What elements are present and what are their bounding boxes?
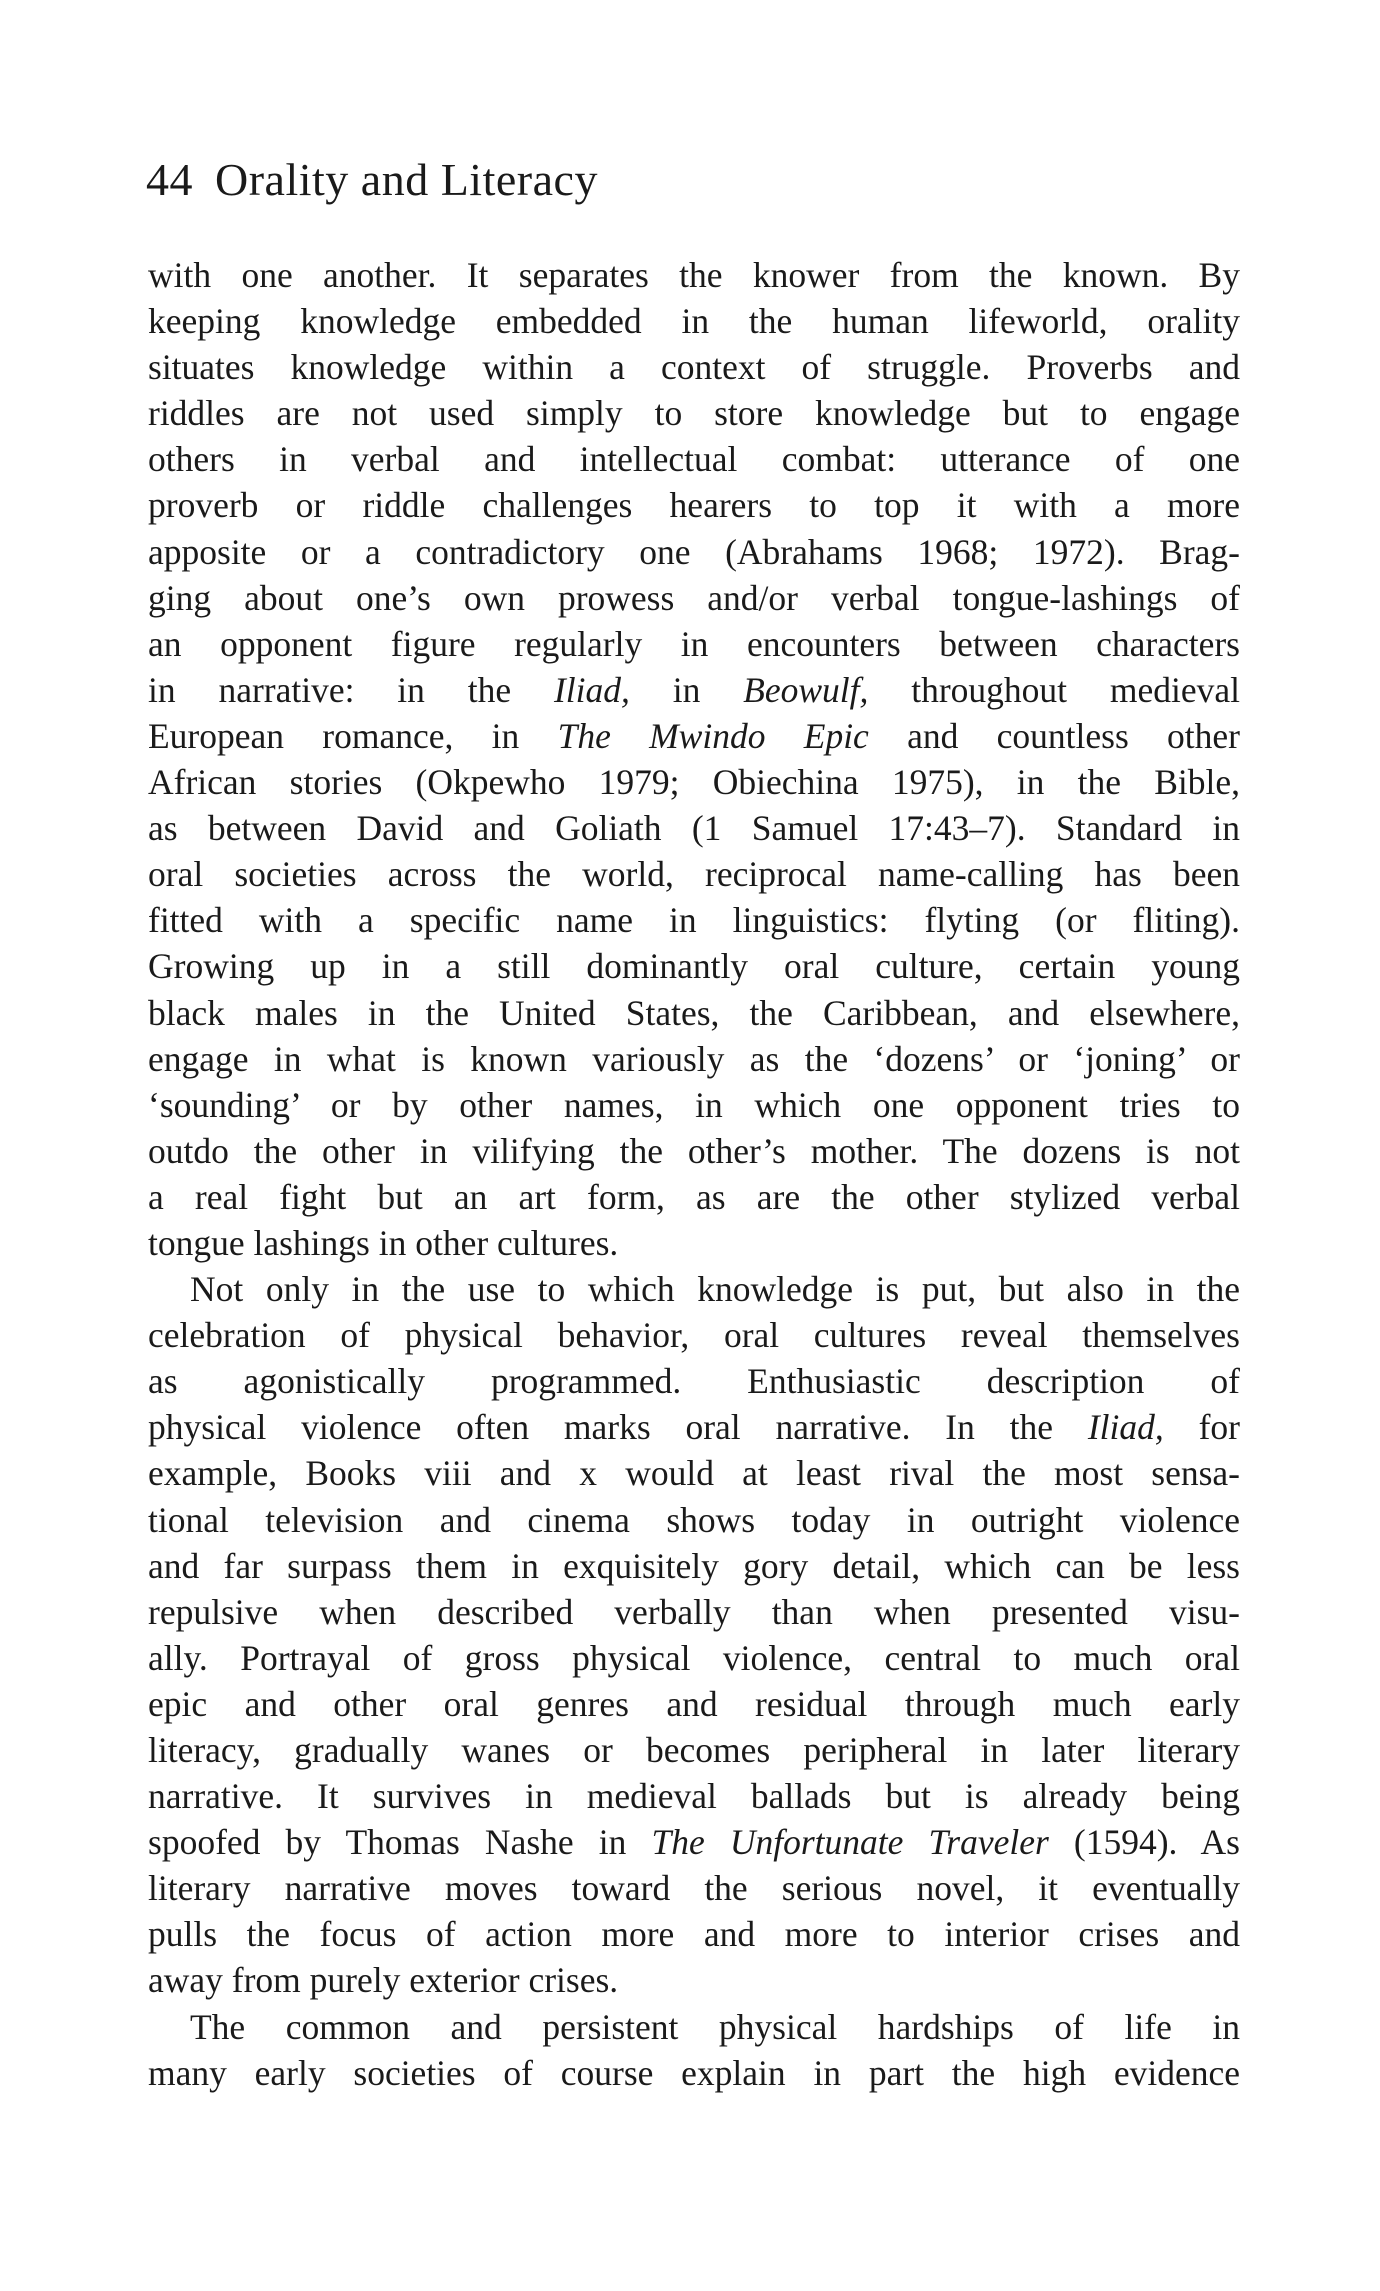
text-line [148, 851, 1240, 897]
text-run: African stories (Okpewho 1979; Obiechina 1975), in the Bible, [148, 762, 1240, 803]
text-line [148, 575, 1240, 621]
text-line [148, 1589, 1240, 1635]
text-run: others in verbal and intellectual combat: utterance of one [148, 439, 1240, 480]
body-text [148, 252, 1240, 2096]
text-line [148, 1957, 1240, 2003]
text-line [148, 805, 1240, 851]
text-run: ‘sounding’ or by other names, in which one opponent tries to [148, 1084, 1240, 1125]
text-run: repulsive when described verbally than when presented visu- [148, 1591, 1240, 1632]
italic-title: The Mwindo Epic [557, 715, 869, 756]
text-line [148, 1404, 1240, 1450]
text-run: physical violence often marks oral narrative. In the [148, 1407, 1088, 1448]
text-line [148, 1635, 1240, 1681]
text-line [148, 990, 1240, 1036]
text-line [148, 390, 1240, 436]
text-line [148, 1220, 1240, 1266]
text-line [148, 1358, 1240, 1404]
text-line [148, 2050, 1240, 2096]
page-number: 44 [146, 154, 193, 205]
running-head [146, 150, 598, 210]
text-run: ally. Portrayal of gross physical violence, central to much oral [148, 1637, 1240, 1678]
text-line [148, 1450, 1240, 1496]
text-run: engage in what is known variously as the ‘dozens’ or ‘joning’ or [148, 1038, 1240, 1079]
text-run: keeping knowledge embedded in the human lifeworld, orality [148, 301, 1240, 342]
running-title: Orality and Literacy [215, 154, 598, 205]
text-run: epic and other oral genres and residual through much early [148, 1683, 1240, 1724]
text-run: riddles are not used simply to store knowledge but to engage [148, 393, 1240, 434]
text-run: as agonistically programmed. Enthusiastic description of [148, 1361, 1240, 1402]
text-line [148, 1865, 1240, 1911]
text-line [148, 1819, 1240, 1865]
text-line [148, 1773, 1240, 1819]
italic-title: The Unfortunate Traveler [651, 1822, 1049, 1863]
text-run: black males in the United States, the Caribbean, and elsewhere, [148, 992, 1240, 1033]
text-run: ging about one’s own prowess and/or verbal tongue-lashings of [148, 577, 1240, 618]
text-line [148, 1266, 1240, 1312]
text-line [148, 759, 1240, 805]
text-run: throughout medieval [868, 669, 1240, 710]
text-line [148, 943, 1240, 989]
italic-title: Iliad, [1087, 1407, 1164, 1448]
text-run: The common and persistent physical hardships of life in [190, 2006, 1240, 2047]
text-line [148, 667, 1240, 713]
text-line [148, 897, 1240, 943]
text-line [148, 436, 1240, 482]
text-run: and far surpass them in exquisitely gory detail, which can be less [148, 1545, 1240, 1586]
text-run: fitted with a specific name in linguistics: flyting (or fliting). [148, 900, 1240, 941]
text-run: oral societies across the world, reciprocal name-calling has been [148, 854, 1240, 895]
text-line [148, 1174, 1240, 1220]
text-line [148, 621, 1240, 667]
text-run: tional television and cinema shows today in outright violence [148, 1499, 1240, 1540]
text-line [148, 298, 1240, 344]
text-line [148, 713, 1240, 759]
text-run: outdo the other in vilifying the other’s mother. The dozens is not [148, 1130, 1240, 1171]
text-run: an opponent figure regularly in encounters between characters [148, 623, 1240, 664]
text-run: away from purely exterior crises. [148, 1960, 619, 2001]
text-line [148, 1082, 1240, 1128]
text-run: and countless other [868, 715, 1241, 756]
text-line [148, 2004, 1240, 2050]
text-line [148, 1543, 1240, 1589]
text-run: Growing up in a still dominantly oral culture, certain young [148, 946, 1240, 987]
text-run: proverb or riddle challenges hearers to top it with a more [148, 485, 1240, 526]
text-line [148, 482, 1240, 528]
text-line [148, 1911, 1240, 1957]
text-line [148, 1681, 1240, 1727]
text-run: Not only in the use to which knowledge is put, but also in the [190, 1269, 1240, 1310]
italic-title: Iliad, [553, 669, 630, 710]
text-run: narrative. It survives in medieval ballads but is already being [148, 1776, 1240, 1817]
text-run: in [629, 669, 744, 710]
text-run: with one another. It separates the knower from the known. By [148, 255, 1240, 295]
text-run: apposite or a contradictory one (Abrahams 1968; 1972). Brag- [148, 531, 1240, 572]
text-line [148, 529, 1240, 575]
text-line [148, 252, 1240, 298]
text-run: example, Books viii and x would at least rival the most sensa- [148, 1453, 1240, 1494]
text-line [148, 344, 1240, 390]
text-run: for [1163, 1407, 1240, 1448]
text-run: situates knowledge within a context of struggle. Proverbs and [148, 347, 1240, 388]
text-run: tongue lashings in other cultures. [148, 1222, 619, 1263]
text-line [148, 1128, 1240, 1174]
text-run: in narrative: in the [148, 669, 554, 710]
text-run: (1594). As [1048, 1822, 1240, 1863]
text-line [148, 1727, 1240, 1773]
text-line [148, 1497, 1240, 1543]
text-run: celebration of physical behavior, oral cultures reveal themselves [148, 1315, 1240, 1356]
text-run: literacy, gradually wanes or becomes peripheral in later literary [148, 1730, 1240, 1770]
text-run: European romance, in [148, 715, 558, 756]
text-line [148, 1312, 1240, 1358]
italic-title: Beowulf, [743, 669, 869, 710]
text-run: a real fight but an art form, as are the other stylized verbal [148, 1176, 1240, 1217]
text-line [148, 1036, 1240, 1082]
text-run: pulls the focus of action more and more to interior crises and [148, 1914, 1240, 1955]
text-run: as between David and Goliath (1 Samuel 17:43–7). Standard in [148, 808, 1240, 849]
text-run: literary narrative moves toward the serious novel, it eventually [148, 1868, 1240, 1909]
text-run: many early societies of course explain in part the high evidence [148, 2052, 1240, 2093]
text-run: spoofed by Thomas Nashe in [148, 1822, 652, 1863]
